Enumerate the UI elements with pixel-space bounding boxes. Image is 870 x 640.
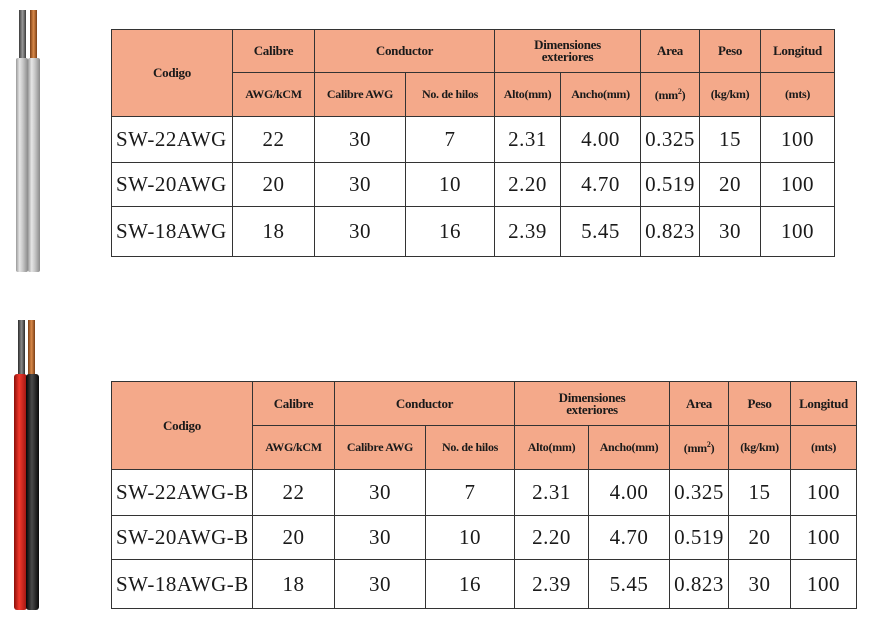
header-peso-unit: (kg/km) [700, 73, 761, 117]
cell-calibre: 20 [233, 163, 315, 207]
header-area: Area [670, 382, 729, 426]
cell-peso: 30 [729, 560, 791, 609]
cell-ancho: 5.45 [561, 207, 641, 257]
cell-calibre-awg: 30 [315, 207, 406, 257]
header-codigo: Codigo [112, 30, 233, 117]
header-dimensiones [495, 30, 641, 73]
red-black-twin-cable-image [6, 318, 46, 614]
cell-codigo: SW-18AWG-B [112, 560, 253, 609]
cell-calibre: 22 [253, 470, 335, 516]
cell-calibre: 18 [253, 560, 335, 609]
header-alto: Alto(mm) [515, 426, 589, 470]
header-area-unit [670, 426, 729, 470]
cell-calibre-awg: 30 [335, 560, 426, 609]
cell-area: 0.823 [670, 560, 729, 609]
header-longitud-unit: (mts) [791, 426, 857, 470]
cell-longitud: 100 [791, 560, 857, 609]
spec-table-1 [111, 29, 835, 257]
cell-peso: 20 [729, 516, 791, 560]
cell-codigo: SW-22AWG-B [112, 470, 253, 516]
cell-calibre: 22 [233, 117, 315, 163]
cell-area: 0.519 [641, 163, 700, 207]
header-awg-kcm: AWG/kCM [233, 73, 315, 117]
cell-alto: 2.31 [495, 117, 561, 163]
cell-codigo: SW-18AWG [112, 207, 233, 257]
header-calibre-awg: Calibre AWG [335, 426, 426, 470]
cell-calibre: 18 [233, 207, 315, 257]
cell-peso: 15 [729, 470, 791, 516]
cell-calibre-awg: 30 [335, 470, 426, 516]
table-row [112, 207, 835, 257]
cell-hilos: 16 [426, 560, 515, 609]
header-dimensiones-line1: Dimensiones [558, 389, 626, 405]
cell-hilos: 7 [426, 470, 515, 516]
cell-hilos: 10 [406, 163, 495, 207]
table-row [112, 560, 857, 609]
header-ancho: Ancho(mm) [589, 426, 670, 470]
cell-ancho: 4.70 [561, 163, 641, 207]
cell-longitud: 100 [761, 163, 835, 207]
table-row [112, 117, 835, 163]
area-unit-sup: 2 [677, 86, 682, 96]
cell-ancho: 4.70 [589, 516, 670, 560]
header-peso: Peso [729, 382, 791, 426]
header-alto: Alto(mm) [495, 73, 561, 117]
header-longitud: Longitud [791, 382, 857, 426]
header-calibre-awg: Calibre AWG [315, 73, 406, 117]
cell-codigo: SW-20AWG [112, 163, 233, 207]
cell-hilos: 10 [426, 516, 515, 560]
cell-area: 0.325 [670, 470, 729, 516]
cell-ancho: 4.00 [589, 470, 670, 516]
header-dimensiones-line2: exteriores [541, 49, 594, 64]
cell-ancho: 5.45 [589, 560, 670, 609]
cell-area: 0.325 [641, 117, 700, 163]
cell-peso: 30 [700, 207, 761, 257]
cell-calibre: 20 [253, 516, 335, 560]
cell-alto: 2.39 [495, 207, 561, 257]
cell-calibre-awg: 30 [335, 516, 426, 560]
cell-peso: 20 [700, 163, 761, 207]
area-unit-sup: 2 [706, 439, 711, 449]
header-longitud: Longitud [761, 30, 835, 73]
header-area-unit [641, 73, 700, 117]
header-area: Area [641, 30, 700, 73]
header-no-hilos: No. de hilos [426, 426, 515, 470]
header-calibre: Calibre [253, 382, 335, 426]
area-unit-text: (mm [683, 440, 707, 455]
cell-longitud: 100 [791, 516, 857, 560]
header-dimensiones-line1: Dimensiones [534, 37, 601, 52]
cell-peso: 15 [700, 117, 761, 163]
cell-longitud: 100 [761, 117, 835, 163]
table-row [112, 470, 857, 516]
area-unit-text: (mm [654, 87, 678, 102]
area-unit-close: ) [681, 87, 686, 102]
area-unit-close: ) [710, 440, 715, 455]
cell-area: 0.519 [670, 516, 729, 560]
cell-ancho: 4.00 [561, 117, 641, 163]
cell-calibre-awg: 30 [315, 163, 406, 207]
cell-codigo: SW-22AWG [112, 117, 233, 163]
header-longitud-unit: (mts) [761, 73, 835, 117]
cell-longitud: 100 [791, 470, 857, 516]
cell-calibre-awg: 30 [315, 117, 406, 163]
cell-alto: 2.31 [515, 470, 589, 516]
cell-alto: 2.39 [515, 560, 589, 609]
cell-hilos: 7 [406, 117, 495, 163]
cell-area: 0.823 [641, 207, 700, 257]
header-dimensiones-line2: exteriores [566, 401, 618, 417]
silver-twin-cable-image [10, 8, 50, 276]
cell-codigo: SW-20AWG-B [112, 516, 253, 560]
header-calibre: Calibre [233, 30, 315, 73]
table-row [112, 163, 835, 207]
header-peso: Peso [700, 30, 761, 73]
cell-hilos: 16 [406, 207, 495, 257]
cell-longitud: 100 [761, 207, 835, 257]
header-conductor: Conductor [335, 382, 515, 426]
header-awg-kcm: AWG/kCM [253, 426, 335, 470]
table-row [112, 516, 857, 560]
header-no-hilos: No. de hilos [406, 73, 495, 117]
cell-alto: 2.20 [495, 163, 561, 207]
header-conductor: Conductor [315, 30, 495, 73]
header-dimensiones [515, 382, 670, 426]
spec-table-2 [111, 381, 857, 609]
header-peso-unit: (kg/km) [729, 426, 791, 470]
header-ancho: Ancho(mm) [561, 73, 641, 117]
header-codigo: Codigo [112, 382, 253, 470]
cell-alto: 2.20 [515, 516, 589, 560]
